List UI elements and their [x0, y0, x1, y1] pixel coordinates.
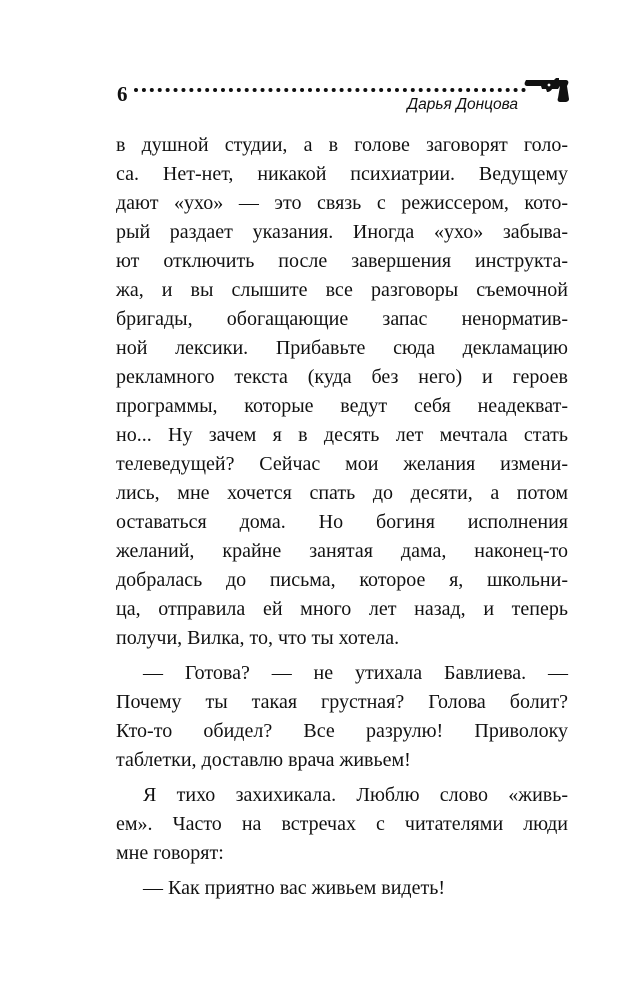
text-line: получи, Вилка, то, что ты хотела.: [116, 627, 400, 649]
text-line: ца, отправила ей много лет назад, и теперь: [116, 598, 568, 620]
text-line: бригады, обогащающие запас ненорматив-: [116, 308, 568, 330]
text-line: телеведущей? Сейчас мои желания измени-: [116, 453, 568, 475]
text-line: жа, и вы слышите все разговоры съемочной: [116, 279, 568, 301]
text-line: оставаться дома. Но богиня исполнения: [116, 511, 568, 533]
text-line: дают «ухо» — это связь с режиссером, кото-: [116, 192, 568, 214]
paragraph: [116, 781, 568, 868]
text-line: ют отключить после завершения инструкта-: [116, 250, 568, 272]
text-line: Я тихо захихикала. Люблю слово «живь-: [143, 784, 568, 806]
header-dotted-rule: [134, 88, 526, 92]
text-line: добралась до письма, которое я, школьни-: [116, 569, 568, 591]
body-text: [116, 131, 568, 903]
text-line: в душной студии, а в голове заговорят голо-: [116, 134, 568, 156]
text-line: лись, мне хочется спать до десяти, а потом: [116, 482, 568, 504]
text-line: ем». Часто на встречах с читателями люди: [116, 813, 568, 835]
text-line: Почему ты такая грустная? Голова болит?: [116, 691, 568, 713]
text-line: са. Нет-нет, никакой психиатрии. Ведущему: [116, 163, 568, 185]
author-name: Дарья Донцова: [407, 96, 518, 113]
revolver-icon: [524, 77, 570, 103]
text-line: программы, которые ведут себя неадекват-: [116, 395, 568, 417]
paragraph: [116, 131, 568, 653]
paragraph: [116, 874, 568, 903]
paragraph: [116, 659, 568, 775]
text-line: Кто-то обидел? Все разрулю! Приволоку: [116, 720, 568, 742]
text-line: таблетки, доставлю врача живьем!: [116, 749, 411, 771]
text-line: рый раздает указания. Иногда «ухо» забыва-: [116, 221, 568, 243]
text-line: рекламного текста (куда без него) и героев: [116, 366, 568, 388]
page-number: 6: [117, 82, 128, 106]
text-line: — Готова? — не утихала Бавлиева. —: [143, 662, 568, 684]
text-line: желаний, крайне занятая дама, наконец-то: [116, 540, 568, 562]
text-line: — Как приятно вас живьем видеть!: [143, 877, 445, 899]
text-line: мне говорят:: [116, 842, 224, 864]
text-line: но... Ну зачем я в десять лет мечтала стать: [116, 424, 568, 446]
text-line: ной лексики. Прибавьте сюда декламацию: [116, 337, 568, 359]
